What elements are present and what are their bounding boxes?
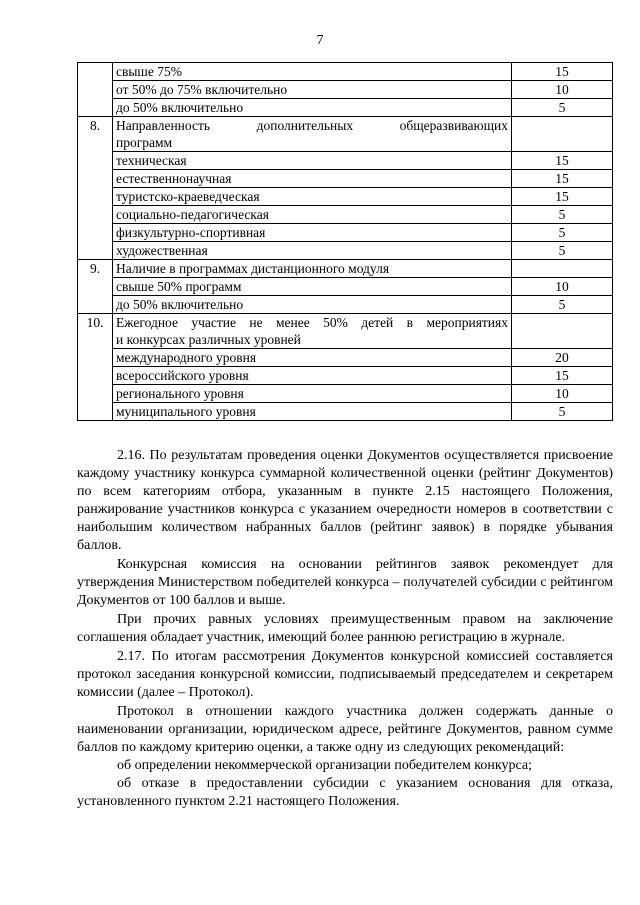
points-value: 5 bbox=[512, 206, 613, 224]
criterion-option: всероссийского уровня bbox=[113, 367, 512, 385]
row-number: 10. bbox=[78, 314, 113, 421]
table-row bbox=[78, 170, 613, 188]
table-row bbox=[78, 385, 613, 403]
points-value bbox=[512, 260, 613, 278]
points-value: 15 bbox=[512, 188, 613, 206]
points-value: 5 bbox=[512, 242, 613, 260]
paragraph-refusal-option: об отказе в предоставлении субсидии с указанием основания для отказа, установленного пунктом 2.21 настоящего Положения. bbox=[77, 776, 613, 809]
paragraph-winner-option: об определении некоммерческой организации победителем конкурса; bbox=[117, 758, 532, 773]
table-row bbox=[78, 81, 613, 99]
table-row bbox=[78, 403, 613, 421]
criterion-heading bbox=[113, 117, 512, 152]
criteria-table bbox=[77, 62, 613, 421]
table-row bbox=[78, 206, 613, 224]
criterion-option: до 50% включительно bbox=[113, 99, 512, 117]
table-row bbox=[78, 188, 613, 206]
criterion-heading-line: программ bbox=[116, 135, 173, 150]
criterion-option: туристско-краеведческая bbox=[113, 188, 512, 206]
table-row bbox=[78, 152, 613, 170]
criterion-heading-line: Ежегодное участие не менее 50% детей в мероприятиях bbox=[116, 315, 508, 330]
paragraph-2-17: 2.17. По итогам рассмотрения Документов конкурсной комиссией составляется протокол заседания конкурсной комиссии, подписываемый председателем и секретарем комиссии (далее – Протокол). bbox=[77, 649, 613, 700]
criterion-option: муниципального уровня bbox=[113, 403, 512, 421]
table-row bbox=[78, 314, 613, 349]
criterion-heading-line: и конкурсах различных уровней bbox=[116, 332, 301, 347]
criterion-option: регионального уровня bbox=[113, 385, 512, 403]
criterion-heading: Наличие в программах дистанционного модуля bbox=[113, 260, 512, 278]
points-value: 5 bbox=[512, 99, 613, 117]
points-value: 10 bbox=[512, 385, 613, 403]
table-row bbox=[78, 260, 613, 278]
criterion-option: международного уровня bbox=[113, 349, 512, 367]
table-row bbox=[78, 63, 613, 81]
table-row bbox=[78, 224, 613, 242]
criterion-option: художественная bbox=[113, 242, 512, 260]
points-value: 5 bbox=[512, 403, 613, 421]
table-row bbox=[78, 278, 613, 296]
row-number bbox=[78, 63, 113, 117]
table-row bbox=[78, 367, 613, 385]
points-value: 10 bbox=[512, 81, 613, 99]
paragraph-priority-right: При прочих равных условиях преимущественным правом на заключение соглашения обладает участник, имеющий более раннюю регистрацию в журнале. bbox=[77, 612, 613, 645]
criterion-heading bbox=[113, 314, 512, 349]
points-value: 5 bbox=[512, 296, 613, 314]
points-value: 15 bbox=[512, 152, 613, 170]
criterion-heading-line: Направленность дополнительных общеразвивающих bbox=[116, 118, 508, 133]
criterion-option: до 50% включительно bbox=[113, 296, 512, 314]
criterion-option: свыше 50% программ bbox=[113, 278, 512, 296]
table-row bbox=[78, 349, 613, 367]
points-value bbox=[512, 314, 613, 349]
table-row bbox=[78, 99, 613, 117]
paragraph-2-16: 2.16. По результатам проведения оценки Документов осуществляется присвоение каждому участнику конкурса суммарной количественной оценки (рейтинг Документов) по всем категориям отбора, указанным в пункте 2.15 настоящего Положения, ранжирование участников конкурса с указанием очередности номеров в соответствии с наибольшим количеством набранных баллов (рейтинг заявок) в порядке убывания баллов. bbox=[77, 448, 613, 553]
points-value: 15 bbox=[512, 170, 613, 188]
page-number: 7 bbox=[316, 33, 324, 48]
points-value: 15 bbox=[512, 367, 613, 385]
criterion-option: естественнонаучная bbox=[113, 170, 512, 188]
table-row bbox=[78, 296, 613, 314]
points-value: 15 bbox=[512, 63, 613, 81]
table-row bbox=[78, 117, 613, 152]
paragraph-protocol-contents: Протокол в отношении каждого участника должен содержать данные о наименовании организации, юридическом адресе, рейтинге Документов, равном сумме баллов по каждому критерию оценки, а также одну из следующих рекомендаций: bbox=[77, 704, 613, 755]
row-number: 8. bbox=[78, 117, 113, 260]
points-value bbox=[512, 117, 613, 152]
criterion-option: социально-педагогическая bbox=[113, 206, 512, 224]
criterion-option: техническая bbox=[113, 152, 512, 170]
paragraph-commission-recommendation: Конкурсная комиссия на основании рейтингов заявок рекомендует для утверждения Министерством победителей конкурса – получателей субсидии с рейтингом Документов от 100 баллов и выше. bbox=[77, 557, 613, 608]
criterion-option: физкультурно-спортивная bbox=[113, 224, 512, 242]
points-value: 5 bbox=[512, 224, 613, 242]
criterion-option: от 50% до 75% включительно bbox=[113, 81, 512, 99]
points-value: 20 bbox=[512, 349, 613, 367]
row-number: 9. bbox=[78, 260, 113, 314]
table-row bbox=[78, 242, 613, 260]
points-value: 10 bbox=[512, 278, 613, 296]
body-text bbox=[77, 447, 613, 811]
criterion-option: свыше 75% bbox=[113, 63, 512, 81]
